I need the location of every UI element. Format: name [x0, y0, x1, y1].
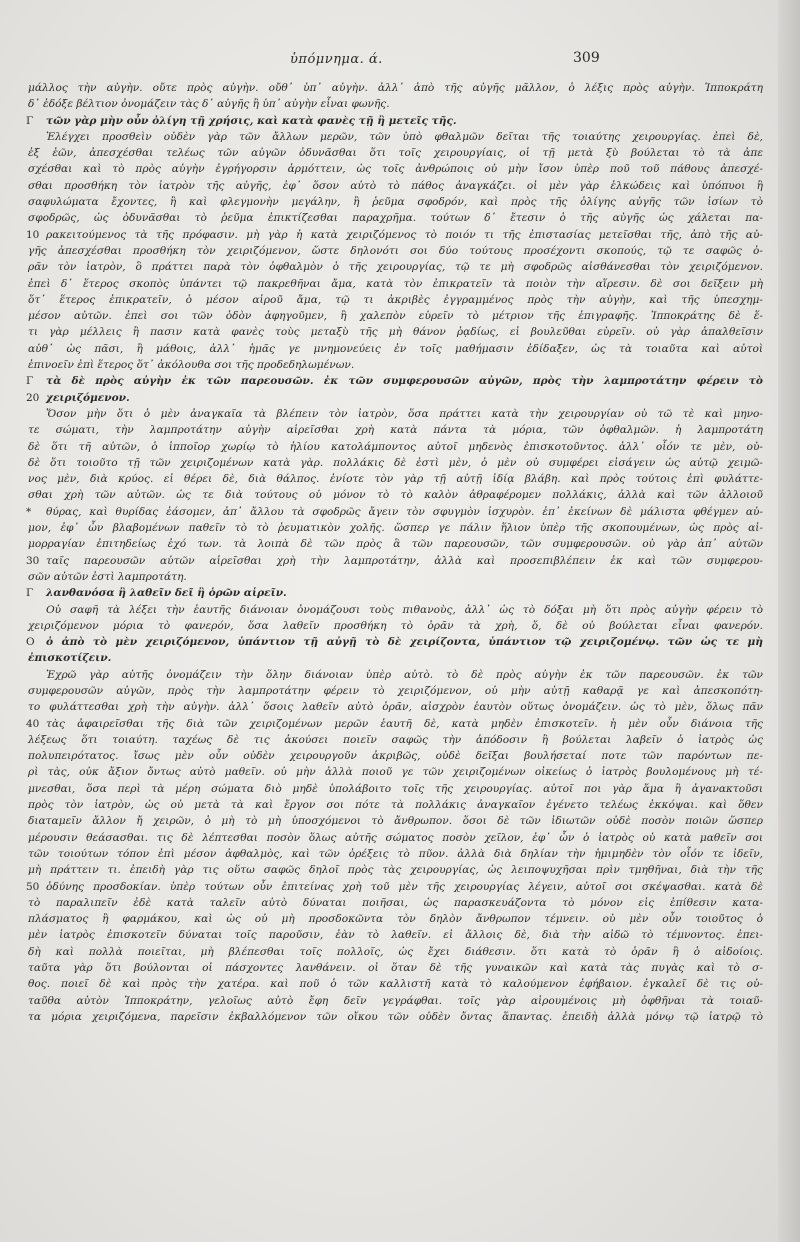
- text-line: [28, 895, 763, 911]
- text-line: [28, 324, 763, 340]
- text-line: [28, 862, 763, 878]
- line-text: δὲ ὅτι τῆ αὐτῶν, ὁ ἱπποῖορ χωρίῳ τὸ ἡλίου κατολάμποντος αὐτοῖ μηδενὸς ἐπισκοτοῦντος. ἀλλ᾽ οἷόν τε μὲν, οὐ-: [28, 440, 763, 453]
- line-text: ὀδύνης προσδοκίαν. ὑπὲρ τούτων οὖν ἐπιτείνας χρὴ τοῦ μὲν τῆς χειρουργίας λέγειν, αὐτοῖ σοι σκέψασθαι. κατὰ δὲ: [46, 880, 763, 893]
- line-text: τα μόρια χειριζόμενα, παρεῖσιν ἐκβαλλόμενον τῶν οἴκου τῶν οὐδὲν ὄντας ἅπαντας. ἐπειδὴ ἀλλὰ μόνῳ τῷ ἰατρῷ τὸ: [28, 1010, 763, 1023]
- line-text: ρᾶν τὸν ἰατρὸν, ὃ πράττει παρὰ τὸν ὀφθαλμὸν ὁ τῆς χειρουργίας, τῷ τε μὴ σφοδρῶς αἰσθάνεσθαι τὸν χειριζόμενον.: [28, 261, 763, 274]
- text-line: [28, 976, 763, 992]
- text-line: [28, 699, 763, 715]
- line-text: συμφερουσῶν αὐγῶν, πρὸς τὴν λαμπροτάτην φέρειν τὸ χειριζόμενον, οὐ μὴν αὐτῇ καθαρᾷ γε καὶ ἀπεσκοπότη-: [28, 684, 763, 697]
- line-text: σῶν αὐτῶν ἐστὶ λαμπροτάτη.: [28, 570, 187, 583]
- line-text: Ἐλέγχει προσθεὶν οὐδὲν γὰρ τῶν ἄλλων μερῶν, τῶν ὑπὸ φθαλμῶν δεῖται τῆς τοιαύτης χειρουργίας. ἐπεὶ δὲ,: [46, 130, 763, 143]
- line-text: σφοδρῶς, ὡς ὀδυνᾶσθαι τὸ ῥεῦμα ἐπικτίζεσθαι παραχρῆμα. τούτων δ᾽ ἔτεσιν ὁ τῆς αὐγῆς ὡς χάλεται πα-: [28, 212, 763, 225]
- text-line: [28, 227, 763, 243]
- text-line: [28, 602, 763, 618]
- line-text: ταῖς παρεουσῶν αὐτῶν αἱρεῖσθαι χρὴ τὴν λαμπροτάτην, ἀλλὰ καὶ προσεπιβλέπειν ἐκ καὶ τῶν συμφερου-: [46, 554, 763, 567]
- text-line: [28, 764, 763, 780]
- text-line: [28, 145, 763, 161]
- line-text: ἐπινοεῖν ἐπὶ ἕτερος ὅτ᾽ ἀκόλουθα σοι τῆς προδεδηλωμένων.: [28, 359, 355, 372]
- text-line: [28, 113, 763, 129]
- text-line: [28, 993, 763, 1009]
- line-text: μον, ἐφ᾽ ὧν βλαβομένων παθεῖν τὸ τὸ ῥευματικὸν χολῆς. ὥσπερ γε πάλιν ἥλιον ὑπὲρ τῆς σκοπουμένων, ὡς πρὸς αἱ-: [28, 522, 763, 535]
- line-text: Ὅσον μὴν ὅτι ὁ μὲν ἀναγκαῖα τὰ βλέπειν τὸν ἰατρὸν, ὅσα πράττει κατὰ τὴν χειρουργίαν οὐ τῶ τὲ καὶ μηνο-: [46, 407, 763, 420]
- text-line: [28, 585, 763, 601]
- text-line: [28, 846, 763, 862]
- margin-marker: Γ: [26, 375, 34, 388]
- margin-marker: *: [26, 505, 32, 518]
- text-line: [28, 520, 763, 536]
- line-text: σχέσθαι καὶ τὸ πρὸς αὐγὴν ἐγρήγορσιν ἀρμόττειν, ὡς τοῖς ἀνθρώποις οὐ μὴν ἴσον ὑπὲρ ποῦ τοῦ πάθους ἀπεσχέ-: [28, 163, 763, 176]
- margin-marker: 50: [26, 880, 40, 893]
- line-text: ὁ ἀπὸ τὸ μὲν χειριζόμενον, ὑπάντιον τῇ αὐγῇ τὸ δὲ χειρίζοντα, ὑπάντιον τῷ χειριζομένῳ. τῶν ὡς τε μὴ: [46, 636, 763, 649]
- line-text: σθαι προσθήκη τὸν ἰατρὸν τῆς αὐγῆς, ἐφ᾽ ὅσον αὐτὸ τὸ πάθος ἀναγκάζει. οἱ μὲν γὰρ ἑλκώδεις καὶ ὑπόπυοι ἢ: [28, 179, 763, 192]
- running-head: ὑπόμνημα. ά.: [290, 52, 383, 67]
- line-text: λέξεως ὅτι τοιαύτη. ταχέως δὲ τις ἀκούσει ποιεῖν σαφῶς τὴν ἀπόδοσιν ἢ βούλεται λαβεῖν ὁ ἰατρὸς ὡς: [28, 733, 763, 746]
- line-text: τι γὰρ μέλλεις ἢ πασιν κατὰ φανὲς τοὺς μεταξὺ τῆς μὴ θάνον ῥᾳδίως, εἰ βουλεῦθαι εὑρεῖν. οὐ γὰρ ἁπαλθεῖσιν: [28, 326, 763, 339]
- page-number: 309: [573, 50, 600, 66]
- line-text: λανθανόσα ἢ λαθεῖν δεῖ ἢ ὁρῶν αἱρεῖν.: [46, 587, 287, 600]
- text-line: [28, 259, 763, 275]
- text-line: [28, 487, 763, 503]
- line-text: τῶν τοιούτων τόπον ἐπὶ μέσον ἀφθαλμὸς, καὶ τῶν ὀρέξεις τὸ πῦον. ἀλλὰ διὰ δηλίαν τὴν ἡμιμηδὲν τὸν οἷόν τε ἰδεῖν,: [28, 847, 763, 860]
- line-text: σαφυλώματα ἔχοντες, ἢ καὶ φλεγμονὴν μεγάλην, ἢ ῥεῦμα σφοδρόν, καὶ πρὸς τῆς ὀλίγης αὐγῆς τῶν ἰσίων τὸ: [28, 196, 763, 209]
- text-line: [28, 422, 763, 438]
- line-text: χειριζόμενον.: [46, 391, 130, 404]
- line-text: θύρας, καὶ θυρίδας ἐάσομεν, ἀπ᾽ ἄλλου τὰ σφοδρῶς ἄγειν τὸν σφυγμὸν ἰσχυρὸν. ἐπ᾽ ἐκείνων δὲ μάλιστα φθέγμεν αὐ-: [46, 505, 763, 518]
- text-line: [28, 944, 763, 960]
- line-text: δὲ ὅτι τοιοῦτο τῇ τῶν χειριζομένων κατὰ γὰρ. πολλάκις δὲ ἐστὶ μὲν, ὁ μὲν οὐ συμφέρει εἰσάγειν ὡς αὐτῷ χειμῶ-: [28, 456, 763, 469]
- text-line: [28, 683, 763, 699]
- line-text: μάλλος τὴν αὐγὴν. οὔτε πρὸς αὐγὴν. οὔθ᾽ ὑπ᾽ αὐγὴν. ἀλλ᾽ ἀπὸ τῆς αὐγῆς μᾶλλον, ὁ λέξις πρὸς αὐγὴν. Ἱπποκράτη: [28, 82, 763, 94]
- text-line: [28, 911, 763, 927]
- text-line: [28, 716, 763, 732]
- margin-marker: 20: [26, 391, 40, 404]
- text-line: [28, 471, 763, 487]
- line-text: πολυπειρότατος. ἴσως μὲν οὖν οὐδὲν χειρουργοῦν ἀκριβῶς, οὐδὲ δεῖξαι βουλήσεταί ποτε τῶν παρόντων πε-: [28, 750, 763, 763]
- text-line: [28, 732, 763, 748]
- text-line: [28, 927, 763, 943]
- line-text: χειριζόμενον μόρια τὸ φανερόν, ὅσα λαθεῖν προσθήκη τὸ ὁρᾶν τὰ χρὴ, ὅ, δὲ οὐ βούλεται εἶναι φανερόν.: [28, 619, 763, 632]
- text-line: [28, 178, 763, 194]
- line-text: το φυλάττεσθαι χρὴ τὴν αὐγὴν. ἀλλ᾽ ὅσοις λαθεῖν αὐτὸ ὁρᾶν, αἰσχρὸν ἑαυτὸν οὕτως ὀνομάζειν. ὡς τὸ μὲν, ὅλως πᾶν: [28, 701, 763, 714]
- line-text: ἐπεὶ δ᾽ ἕτερος σκοπὸς ὑπάντει τῷ πακρεθῆναι ἄμα, κατὰ τὸν ἐπικρατεῖν τὰ ποιὸν τὴν αἵρεσιν. δὲ σοι δεῖξειν μὴ: [28, 277, 763, 290]
- text-line: [28, 210, 763, 226]
- line-text: δὴ καὶ πολλὰ ποιεῖται, μὴ βλέπεσθαι τοῖς πολλοῖς, ὡς ἔχει διάθεσιν. ὅτι κατὰ τὸ ὁρᾶν ἢ ὁ αἰδοίοις.: [28, 945, 763, 958]
- text-line: [28, 243, 763, 259]
- line-text: τὸ παραλιπεῖν ἐδὲ κατὰ ταλεῖν αὐτὸ δύναται ποιῆσαι, ὡς παρασκευάζοντα τὸ μόνον εἰς ἐπίθεσιν κατα-: [28, 896, 763, 909]
- text-line: [28, 1009, 763, 1025]
- margin-marker: 30: [26, 554, 40, 567]
- text-line: [28, 308, 763, 324]
- text-line: [28, 439, 763, 455]
- line-text: ταῦθα αὐτὸν Ἱπποκράτην, γελοῖως αὐτὸ ἔφη δεῖν γεγράφθαι. τοῖς γὰρ αἱρουμένοις μὴ ὀφθῆναι τὰ τοιαῦ-: [28, 994, 763, 1007]
- line-text: γῆς ἀπεσχέσθαι προσθήκη τὸν χειριζόμενον, ὥστε δηλονότι σοι δύο τούτους προσέχοντι σκοπούς, τῷ τε σαφῶς ὁ-: [28, 244, 763, 257]
- text-line: [28, 650, 763, 666]
- text-line: [28, 341, 763, 357]
- line-text: μνεσθαι, ὅσα περὶ τὰ μέρη σώματα διὸ μηδὲ ὑπολάβοιτο τοῖς τῆς χειρουργίας. αὐτοῖ ποι γὰρ ἅμα ἢ ἀγανακτοῦσι: [28, 782, 763, 795]
- line-text: πλάσματος ἢ φαρμάκου, καὶ ὡς οὐ μὴ προσδοκῶντα τὸν δηλὸν ἄνθρωπον τέμνειν. οὐ μὲν οὖν τοιοῦτος ὁ: [28, 913, 763, 926]
- line-text: Οὐ σαφῆ τὰ λέξει τὴν ἑαυτῆς διάνοιαν ὀνομάζουσι τοὺς πιθανοὺς, ἀλλ᾽ ὡς τὸ δόξαι μὴ ὅτι πρὸς αὐγὴν φέρειν τὸ: [46, 603, 763, 616]
- line-text: ἐξ ἑῶν, ἀπεσχέσθαι τελέως τῶν αὐγῶν ὀδυνᾶσθαι ὅτι τοῖς χειρουργίαις, οἱ τῇ μετὰ ξὺ βούλεται τὸ τὰ ἀπε: [28, 147, 763, 160]
- text-line: [28, 390, 763, 406]
- line-text: τε σώματι, τὴν λαμπροτάτην αὐγὴν αἱρεῖσθαι χρὴ κατὰ πάντα τὰ μόρια, τῶν ὀφθαλμῶν. ἡ λαμπροτάτη: [28, 424, 763, 437]
- text-line: [28, 781, 763, 797]
- text-line: [28, 406, 763, 422]
- text-line: [28, 960, 763, 976]
- line-text: τὰ δὲ πρὸς αὐγὴν ἐκ τῶν παρεουσῶν. ἐκ τῶν συμφερουσῶν αὐγῶν, πρὸς τὴν λαμπροτάτην φέρειν τὸ: [46, 375, 763, 388]
- text-line: [28, 830, 763, 846]
- line-text: μέσον αὐτῶν. ἐπεὶ σοι τῶν ὁδὸν ἀφηγοῦμεν, ἢ χαλεπὸν εὑρεῖν τὸ μέτριον τῆς ἐπιγραφῆς. Ἱπποκράτης δὲ ἕ-: [28, 310, 763, 323]
- text-line: [28, 536, 763, 552]
- text-line: [28, 797, 763, 813]
- text-line: [28, 634, 763, 650]
- text-line: [28, 748, 763, 764]
- text-line: [28, 373, 763, 389]
- line-text: ρακειτούμενος τὰ τῆς πρόφασιν. μὴ γὰρ ἡ κατὰ χειριζόμενος τὸ ποιόν τι τῆς ἐπιστασίας μετεῖσθαι τῆς, ἀπὸ τῆς αὐ-: [46, 228, 763, 241]
- text-line: [28, 276, 763, 292]
- line-text: τῶν γὰρ μὴν οὖν ὀλίγη τῇ χρήσις, καὶ κατὰ φανὲς τῇ ἢ μετεῖς τῆς.: [46, 114, 457, 127]
- text-line: [28, 292, 763, 308]
- line-text: ἐπισκοτίζειν.: [28, 652, 112, 665]
- page-header: [0, 50, 800, 74]
- text-line: [28, 357, 763, 373]
- text-line: [28, 667, 763, 683]
- line-text: ταῦτα γὰρ ὅτι βούλονται οἱ πάσχοντες λανθάνειν. οἱ ὅταν δὲ τῆς γυναικῶν καὶ κατὰ τὰς πυγὰς καὶ τὸ σ-: [28, 962, 763, 975]
- line-text: θος. ποιεῖ δὲ καὶ πρὸς τὴν χατέρα. καὶ ποῦ ὁ τῶν καλλιστῆ κατὰ τὸ καλούμενον ἐφήβαιον. ἐγκαλεῖ δὲ τις οὐ-: [28, 978, 763, 991]
- text-line: [28, 455, 763, 471]
- line-text: Ἐχρῶ γὰρ αὐτῆς ὀνομάζειν τὴν ὅλην διάνοιαν ὑπὲρ αὐτὸ. τὸ δὲ πρὸς αὐγὴν ἐκ τῶν παρεουσῶν. ἐκ τῶν: [46, 668, 763, 681]
- line-text: δ᾽ ἐδόξε βέλτιον ὀνομάζειν τὰς δ᾽ αὐγῆς ἢ ὑπ᾽ αὐγὴν εἶναι φωνῆς.: [28, 98, 390, 111]
- text-line: [28, 129, 763, 145]
- text-line: [28, 553, 763, 569]
- line-text: πρὸς τὸν ἰατρὸν, ὡς οὐ μετὰ τὰ καὶ ἔργον σοι πότε τὰ πολλάκις ἀναγκαῖον ἐγένετο τελέως ἐκκόψαι. καὶ ὅθεν: [28, 799, 763, 812]
- text-line: [28, 569, 763, 585]
- text-line: [28, 504, 763, 520]
- text-line: [28, 161, 763, 177]
- line-text: διαταμεῖν ἄλλον ἤ χειρῶν, ὁ μὴ τὸ μὴ ὑποσχόμενοι τὸ ἄνθρωπον. ὅσοι δὲ τῶν ἰδιωτῶν οὐδὲ ποσὸν ποιῶν ὥσπερ: [28, 815, 763, 828]
- line-text: νος μὲν, διὰ κρύος. εἰ θέρει δὲ, διὰ θάλπος. ἐνίοτε τὸν γὰρ τῇ αὐτῇ ἰδίᾳ βλάβη. καὶ πρὸς τούτοις ἐπὶ φυλάττε-: [28, 473, 763, 486]
- text-line: [28, 879, 763, 895]
- margin-marker: Γ: [26, 114, 34, 127]
- line-text: μὲν ἰατρὸς ἐπισκοτεῖν δύναται τοῖς παροῦσιν, ἐὰν τὸ λαθεῖν. εἰ ἄλλοις δὲ, διὰ τὴν αἰδῶ τὸ τέμνοντος. ἐπει-: [28, 929, 763, 942]
- margin-marker: 40: [26, 717, 40, 730]
- margin-marker: Ο: [26, 636, 35, 649]
- text-line: [28, 618, 763, 634]
- text-line: [28, 96, 763, 112]
- text-line: [28, 813, 763, 829]
- line-text: μέρουσιν θεάσασθαι. τις δὲ λέπτεσθαι ποσὸν ὅλως αὐτῆς σώματος ποσὸν χεῖλον, ἐφ᾽ ὧν ὁ ἰατρὸς οὐ κατὰ μαθεῖν σοι: [28, 831, 763, 844]
- margin-marker: Γ: [26, 587, 34, 600]
- line-text: ρὶ τὰς, οὐκ ἄξιον ὄντως αὐτὸ μαθεῖν. οὐ μὴν ἀλλὰ ποιοῦ γε τῶν χειριζομένων οἰκείως ὁ ἰατρὸς βουλομένους μὴ τέ-: [28, 766, 763, 779]
- line-text: μορραγίαν ἐπιτηδείως ἐχό των. τὰ λοιπὰ δὲ τῶν πρὸς ἃ τῶν παρεουσῶν, τῶν συμφερουσῶν. οὐ γὰρ ἀπ᾽ αὐτῶν: [28, 538, 763, 551]
- line-text: μὴ πράττειν τι. ἐπειδὴ γὰρ τις οὕτω σαφῶς δηλοῖ πρὸς τὰς χειρουργίας, ὡς λειποψυχῆσαι πρὶν τμηθῆναι, διὰ τὴν τῆς: [28, 864, 763, 877]
- text-line: [28, 80, 763, 96]
- margin-marker: 10: [26, 228, 40, 241]
- text-block: [28, 80, 763, 1025]
- line-text: αὐθ᾽ ὡς πᾶσι, ἢ μάθοις, ἀλλ᾽ ἡμᾶς γε μνημονεύεις ἐν τοῖς μαθήμασιν ἐδίδαξεν, ὡς τὰ τοιαῦτα καὶ αὐτοὶ: [28, 342, 763, 355]
- line-text: ὅτ᾽ ἕτερος ἐπικρατεῖν, ὁ μέσον αἱροῦ ἄμα, τῷ τι ἀκριβὲς ἐγγραμμένος πρὸς τὴν αὐγὴν, καὶ τῆς ὑπεσχημ-: [28, 293, 763, 306]
- line-text: σθαι χρὴ τῶν αὐτῶν. ὡς τε διὰ τούτους οὐ μόνον τὸ τὸ καλὸν ἀθραφέρομεν πολλάκις, ἀλλὰ καὶ τῶν ἀλλοιοῦ: [28, 489, 763, 502]
- binding-gutter: [778, 0, 800, 1242]
- line-text: τὰς ἀφαιρεῖσθαι τῆς διὰ τῶν χειριζομένων μερῶν ἑαυτῆ δὲ, κατὰ μηδὲν ἐπισκοτεῖν. ἡ μὲν οὖν διάνοια τῆς: [46, 717, 763, 730]
- text-line: [28, 194, 763, 210]
